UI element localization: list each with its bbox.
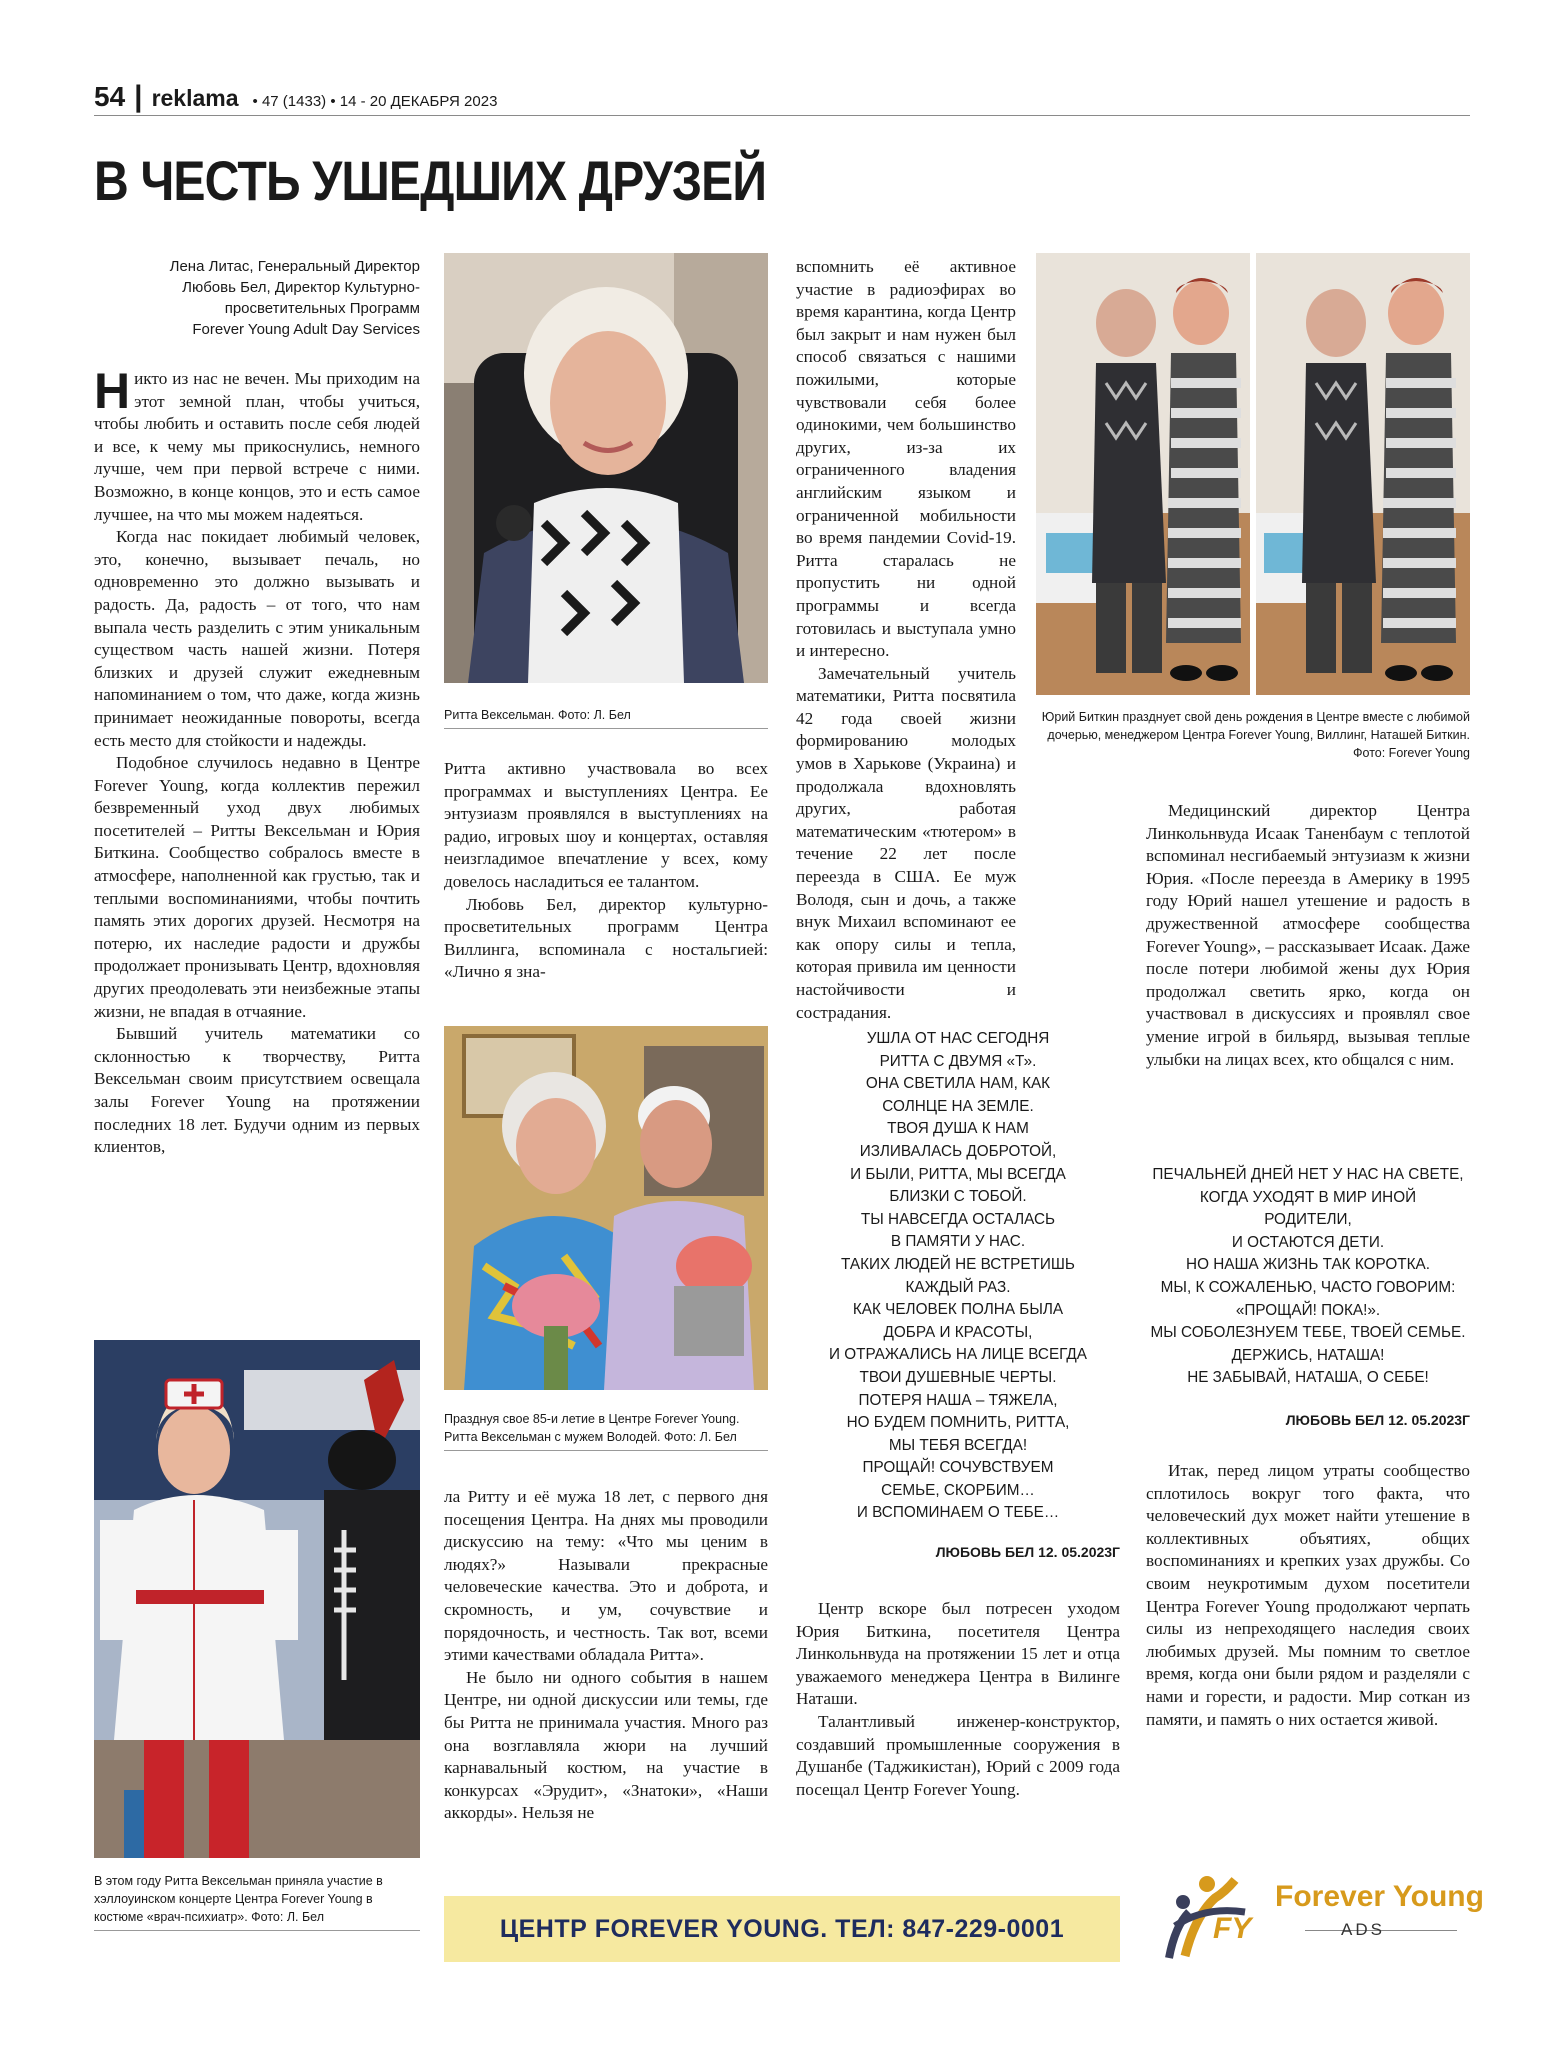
drop-cap: Н <box>94 363 131 419</box>
logo-sub: ADS <box>1341 1920 1385 1939</box>
poem-rita: УШЛА ОТ НАС СЕГОДНЯ РИТТА С ДВУМЯ «Т». ОНА СВЕТИЛА НАМ, КАК СОЛНЦЕ НА ЗЕМЛЕ. ТВОЯ ДУША К НАМ ИЗЛИВАЛАСЬ ДОБРОТОЙ, И БЫЛИ, РИТТА, МЫ ВСЕГДА БЛИЗКИ С ТОБОЙ. ТЫ НАВСЕГДА ОСТАЛАСЬ В ПАМЯТИ У НАС. ТАКИХ ЛЮДЕЙ НЕ ВСТРЕТИШЬ КАЖДЫЙ РАЗ. КАК ЧЕЛОВЕК ПОЛНА БЫЛА ДОБРА И КРАСОТЫ, И ОТРАЖАЛИСЬ НА ЛИЦЕ ВСЕГДА ТВОИ ДУШЕВНЫЕ ЧЕРТЫ. ПОТЕРЯ НАША – ТЯЖЕЛА, НО БУДЕМ ПОМНИТЬ, РИТТА, МЫ ТЕБЯ ВСЕГДА! ПРОЩАЙ! СОЧУВСТВУЕМ СЕМЬЕ, СКОРБИМ… И ВСПОМИНАЕМ О ТЕБЕ… <box>829 1030 1087 1522</box>
paragraph: Центр вскоре был потресен уходом Юрия Биткина, посетителя Центра Линкольнвуда на протяжении 15 лет и отца уважаемого менеджера Центра в Вилинге Наташи. <box>796 1599 1120 1709</box>
logo-figures-icon <box>1155 1866 1275 1966</box>
paragraph: Когда нас покидает любимый человек, это, конечно, вызывает печаль, но одновременно это должно вызывать и радость. Да, радость – от того, что нам выпала честь разделить с этим уникальным существом часть нашей жизни. Потеря близких и друзей служит ежедневным напоминанием о том, что даже, когда жизнь принимает неожиданные повороты, всегда есть место для стойкости и надежды. <box>94 527 420 750</box>
paragraph: Никто из нас не вечен. Мы приходим на этот земной план, чтобы учиться, чтобы любить и оставить после себя людей и все, к чему мы прикоснулись, немного лучше, чем при первой встрече с ними. Возможно, в конце концов, это и есть самое лучшее, на что мы можем надеяться. <box>94 363 420 524</box>
rita-portrait-caption: Ритта Вексельман. Фото: Л. Бел <box>444 706 768 729</box>
poem-rita-signature: ЛЮБОВЬ БЕЛ 12. 05.2023Г <box>935 1544 1120 1560</box>
yuri-birthday-image <box>1036 253 1470 695</box>
halloween-caption: В этом году Ритта Вексельман приняла участие в хэллоуинском концерте Центра Forever Young в костюме «врач-психиатр». Фото: Л. Бел <box>94 1872 420 1931</box>
paragraph: Подобное случилось недавно в Центре Forever Young, когда коллектив пережил безвременный уход двух любимых посетителей – Ритты Вексельман и Юрия Биткина. Сообщество собралось вместе в атмосфере, наполненной как грустью, так и теплыми воспоминаниями, чтобы почтить память этих дорогих друзей. Несмотря на потерю, их наследие радости и дружбы продолжает пронизывать Центр, вдохновляя других преодолевать эти неизбежные этапы жизни, не впадая в отчаяние. <box>94 753 420 1021</box>
header-rule <box>94 115 1470 116</box>
byline-line: Лена Литас, Генеральный Директор <box>169 258 420 275</box>
column-3-text-top <box>796 256 1016 1022</box>
section-name: reklama <box>151 85 239 111</box>
paragraph: Бывший учитель математики со склонностью к творчеству, Ритта Вексельман своим присутствием освещала залы Forever Young на протяжении последних 18 лет. Будучи одним из первых клиентов, <box>94 1024 420 1157</box>
forever-young-logo <box>1155 1866 1484 1966</box>
couple-caption: Празднуя свое 85-и летие в Центре Forever Young. Ритта Вексельман с мужем Володей. Фото: Л. Бел <box>444 1410 768 1451</box>
paragraph: ла Ритту и её мужа 18 лет, с первого дня посещения Центра. На днях мы проводили дискуссию на тему: «Что мы ценим в людях?» Называли прекрасные человеческие качества. Это и доброта, и скромность, и ум, сочувствие и порядочность, и честность. Так вот, всеми этими качествами обладала Ритта». <box>444 1487 768 1665</box>
column-1-text <box>94 363 420 1328</box>
byline-line: просветительных Программ <box>224 300 420 317</box>
column-3-text-bottom <box>796 1598 1120 1874</box>
rita-portrait-image <box>444 253 768 683</box>
poem-natasha-signature: ЛЮБОВЬ БЕЛ 12. 05.2023Г <box>1285 1412 1470 1428</box>
poem-natasha: ПЕЧАЛЬНЕЙ ДНЕЙ НЕТ У НАС НА СВЕТЕ, КОГДА УХОДЯТ В МИР ИНОЙ РОДИТЕЛИ, И ОСТАЮТСЯ ДЕТИ. НО НАША ЖИЗНЬ ТАК КОРОТКА. МЫ, К СОЖАЛЕНЬЮ, ЧАСТО ГОВОРИМ: «ПРОЩАЙ! ПОКА!». МЫ СОБОЛЕЗНУЕМ ТЕБЕ, ТВОЕЙ СЕМЬЕ. ДЕРЖИСЬ, НАТАША! НЕ ЗАБЫВАЙ, НАТАША, О СЕБЕ! <box>1150 1166 1466 1387</box>
logo-mark: FY <box>1213 1912 1252 1945</box>
couple-photo <box>444 1026 768 1390</box>
paragraph: вспомнить её активное участие в радиоэфирах во время карантина, когда Центр был закрыт и нам нужен был способ связаться с нашими пожилыми, которые чувствовали себя более одинокими, чем большинство других, из-за их ограниченного владения английским языком и ограниченной мобильности во время пандемии Covid-19. Ритта старалась не пропустить ни одной программы и всегда готовилась и выступала умно и интересно. <box>796 257 1016 661</box>
header-divider: | <box>134 80 143 113</box>
column-2-text-bottom <box>444 1486 768 1876</box>
byline-line: Forever Young Adult Day Services <box>192 321 420 338</box>
yuri-birthday-photo <box>1036 253 1470 695</box>
paragraph: Ритта активно участвовала во всех программах и выступлениях Центра. Ее энтузиазм проявлялся в выступлениях на радио, игровых шоу и концертах, оставляя неизгладимое впечатление у всех, кому довелось насладиться ее талантом. <box>444 759 768 891</box>
halloween-photo-image <box>94 1340 420 1858</box>
paragraph: Любовь Бел, директор культурно-просветительных программ Центра Виллинга, вспоминала с ностальгией: «Лично я зна- <box>444 894 768 982</box>
byline <box>94 256 420 340</box>
yuri-birthday-caption: Юрий Биткин празднует свой день рождения в Центре вместе с любимой дочерью, менеджером Центра Forever Young, Виллинг, Наташей Биткин. Фото: Forever Young <box>1041 710 1470 760</box>
column-4-text-top <box>1146 800 1470 1148</box>
contact-banner: ЦЕНТР FOREVER YOUNG. ТЕЛ: 847-229-0001 <box>444 1896 1120 1962</box>
issue-info: • 47 (1433) • 14 - 20 ДЕКАБРЯ 2023 <box>252 93 498 110</box>
column-4-text-bottom <box>1146 1460 1470 1808</box>
page-number: 54 <box>94 81 126 112</box>
column-3-text-continued <box>796 704 1120 1016</box>
paragraph: Медицинский директор Центра Линкольнвуда Исаак Таненбаум с теплотой вспоминал несгибаемый энтузиазм к жизни Юрия. «После переезда в Америку в 1995 году Юрий нашел утешение и радость в дружественной атмосфере сообщества Forever Young», – рассказывает Исаак. Даже после потери любимой жены дух Юрия продолжал светить ярко, когда он участвовал в дискуссиях и проявлял свое умение игрой в бильярд, вызывая теплые улыбки на лицах всех, кто общался с ним. <box>1146 801 1470 1069</box>
couple-photo-image <box>444 1026 768 1390</box>
halloween-photo <box>94 1340 420 1858</box>
page-header <box>94 80 497 114</box>
logo-text: Forever Young <box>1275 1880 1484 1913</box>
byline-line: Любовь Бел, Директор Культурно- <box>182 279 420 296</box>
paragraph: Не было ни одного события в нашем Центре, ни одной дискуссии или темы, где бы Ритта не принимала участия. Много раз она возглавляла жюри на лучший карнавальный костюм, на участие в конкурсах «Эрудит», «Знатоки», «Наши аккорды». Нельзя не <box>444 1667 768 1823</box>
paragraph: Замечательный учитель математики, Ритта посвятила 42 года своей жизни формированию молодых умов в Харькове (Украина) и продолжала вдохновлять других, работая математическим «тютером» в течение 22 лет после переезда в США. Ее муж Володя, сын и дочь, а также внук Михаил вспоминают ее как опору силы и тепла, которая привила им ценности настойчивости и сострадания. <box>796 663 1016 1022</box>
paragraph: Талантливый инженер-конструктор, создавший промышленные сооружения в Душанбе (Таджикистан), Юрий с 2009 года посещал Центр Forever Young. <box>796 1711 1120 1799</box>
column-2-text-top <box>444 758 768 1006</box>
article-title: В ЧЕСТЬ УШЕДШИХ ДРУЗЕЙ <box>94 149 767 212</box>
rita-portrait-photo <box>444 253 768 683</box>
paragraph: Итак, перед лицом утраты сообщество сплотилось вокруг того факта, что человеческий дух может найти утешение в коллективных объятиях, общих воспоминаниях и крепких узах дружбы. Со своим неукротимым духом посетители Центра Forever Young продолжают черпать силы из непреходящего наследия своих любимых друзей. Мы помним то светлое время, когда они были рядом и разделяли с нами и горести, и радости. Мир соткан из памяти, и память о них остается живой. <box>1146 1461 1470 1729</box>
